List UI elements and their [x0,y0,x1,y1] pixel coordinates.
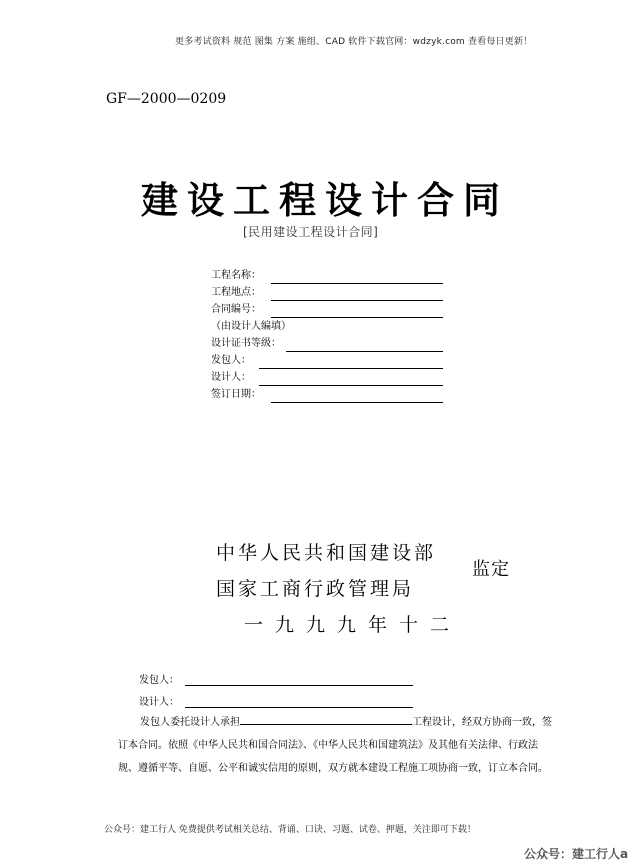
party-designer-label: 设计人： [139,697,179,708]
preamble-paragraph [118,711,553,780]
field-client [211,352,443,369]
field-note [211,318,443,335]
watermark: 公众号：建工行人a [524,847,629,861]
contract-preamble [118,711,553,780]
field-blank[interactable] [271,390,443,403]
party-designer-row [139,693,413,708]
field-sign-date [211,386,443,403]
footer-notice: 公众号：建工行人 免费提供考试相关总结、背诵、口诀、习题、试卷、押题，关注即可下载！ [104,825,476,835]
authority-ministry: 中华人民共和国建设部 [216,542,437,564]
field-certificate-grade [211,335,443,352]
issuing-authorities [216,535,461,643]
field-blank[interactable] [271,271,443,284]
party-client-label: 发包人： [139,675,179,686]
field-label: 合同编号： [211,304,261,315]
field-designer [211,369,443,386]
party-client-row [139,671,413,686]
authority-saic: 国家工商行政管理局 [216,578,415,600]
field-label: 设计证书等级： [211,338,281,349]
document-code: GF—2000—0209 [106,91,227,107]
field-blank[interactable] [271,305,443,318]
field-label: 工程地点： [211,287,261,298]
party-designer-blank[interactable] [185,697,413,708]
preamble-part2: 工程设计，经双方协商一致，签订本合同。依照《中华人民共和国合同法》、《中华人民共和国建筑法》及其他有关法律、行政法规、遵循平等、自愿、公平和诚实信用的原则，双方就本建设工程施工项协商一致，订立本合同。 [118,717,552,774]
field-project-location [211,284,443,301]
issue-date: 一九九九年十二 [244,614,462,636]
header-notice: 更多考试资料 规范 图集 方案 施组、CAD 软件下载官网：wdzyk.com 查看每日更新！ [175,37,533,47]
contract-subtitle: [民用建设工程设计合同] [243,225,379,239]
project-blank[interactable] [240,714,412,725]
field-project-name [211,267,443,284]
field-note-label: （由设计人编填） [211,321,291,332]
field-blank[interactable] [259,373,443,386]
cover-fields [211,267,443,403]
field-label: 发包人： [211,355,251,366]
contract-title: 建设工程设计合同 [141,178,509,222]
field-label: 设计人： [211,372,251,383]
field-blank[interactable] [271,288,443,301]
field-blank[interactable] [259,356,443,369]
preamble-part1: 发包人委托设计人承担 [140,717,240,728]
field-contract-number [211,301,443,318]
supervise-label: 监定 [472,559,510,580]
field-label: 签订日期： [211,389,261,400]
field-label: 工程名称： [211,270,261,281]
field-blank[interactable] [286,339,443,352]
party-client-blank[interactable] [185,675,413,686]
